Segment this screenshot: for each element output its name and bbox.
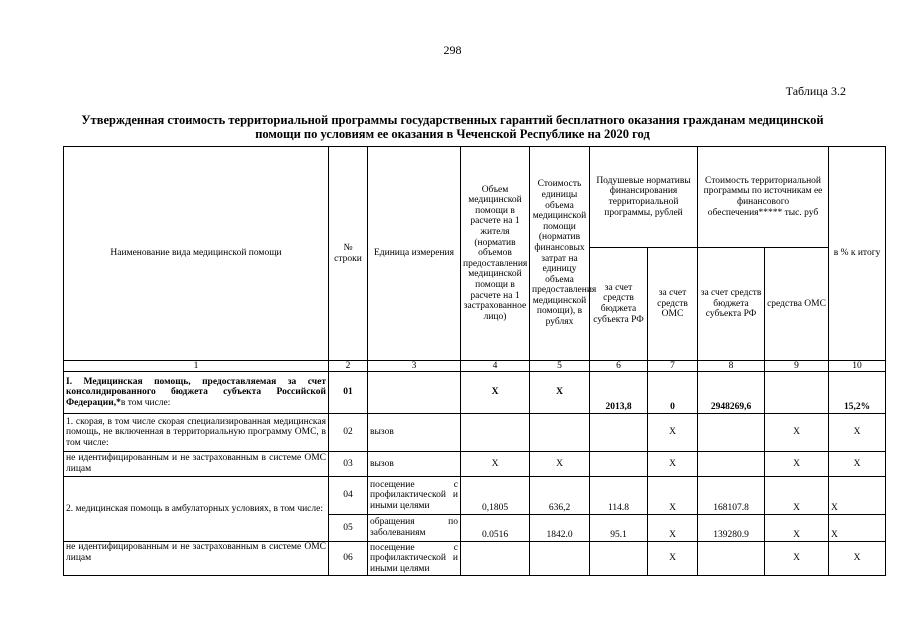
table-row xyxy=(64,372,886,414)
header-row-1 xyxy=(64,147,886,248)
row-cost-oms: X xyxy=(765,477,829,515)
row-pc-budget xyxy=(590,452,648,477)
header-percent: в % к итогу xyxy=(829,147,886,361)
row-pc-budget xyxy=(590,542,648,576)
header-cost-budget: за счет средств бюджета субъекта РФ xyxy=(698,248,765,361)
row-unit: вызов xyxy=(368,414,461,452)
table-row xyxy=(64,477,886,515)
header-name: Наименование вида медицинской помощи xyxy=(64,147,329,361)
header-unit-cost: Стоимость единицы объема медицинской помощи (норматив финансовых затрат на единицу объема предоставления медицинской помощи), в рублях xyxy=(530,147,590,361)
row-cost-budget xyxy=(698,542,765,576)
row-pc-oms: 0 xyxy=(648,372,698,414)
row-pc-budget: 95.1 xyxy=(590,515,648,542)
row-unit: обращения по заболеваниям xyxy=(368,515,461,542)
row-cost-budget xyxy=(698,414,765,452)
row-volume: 0,1805 xyxy=(461,477,530,515)
row-pc-oms: X xyxy=(648,542,698,576)
row-name: не идентифицированным и не застрахованным в системе ОМС лицам xyxy=(64,542,329,576)
header-row-number: № строки xyxy=(329,147,368,361)
row-pc-budget xyxy=(590,414,648,452)
header-per-capita: Подушевые нормативы финансирования территориальной программы, рублей xyxy=(590,147,698,248)
row-number: 04 xyxy=(329,477,368,515)
col-number: 5 xyxy=(530,361,590,372)
row-cost-oms: X xyxy=(765,542,829,576)
row-number: 06 xyxy=(329,542,368,576)
header-per-capita-budget: за счет средств бюджета субъекта РФ xyxy=(590,248,648,361)
row-cost-budget: 2948269,6 xyxy=(698,372,765,414)
row-unit: посещение с профилактической и иными целями xyxy=(368,542,461,576)
row-pc-budget: 2013,8 xyxy=(590,372,648,414)
col-number: 6 xyxy=(590,361,648,372)
document-title: Утвержденная стоимость территориальной программы государственных гарантий бесплатного оказания гражданам медицинской помощи по условиям ее оказания в Чеченской Республике на 2020 год xyxy=(81,113,824,141)
row-name-suffix: в том числе: xyxy=(120,397,171,408)
col-number: 2 xyxy=(329,361,368,372)
col-number: 9 xyxy=(765,361,829,372)
row-name: не идентифицированным и не застрахованным в системе ОМС лицам xyxy=(64,452,329,477)
row-cost-oms: X xyxy=(765,414,829,452)
row-name-cell xyxy=(64,372,329,414)
header-unit: Единица измерения xyxy=(368,147,461,361)
row-percent: X xyxy=(829,515,886,542)
cost-table xyxy=(63,146,886,576)
row-pc-oms: X xyxy=(648,515,698,542)
row-volume: X xyxy=(461,452,530,477)
row-name: 1. скорая, в том числе скорая специализированная медицинская помощь, не включенная в территориальную программу ОМС, в том числе: xyxy=(64,414,329,452)
row-percent: 15,2% xyxy=(829,372,886,414)
header-cost-oms: средства ОМС xyxy=(765,248,829,361)
row-cost-budget xyxy=(698,452,765,477)
row-percent: X xyxy=(829,452,886,477)
table-label: Таблица 3.2 xyxy=(785,84,846,98)
row-cost-budget: 139280.9 xyxy=(698,515,765,542)
row-pc-budget: 114.8 xyxy=(590,477,648,515)
row-unit: вызов xyxy=(368,452,461,477)
row-percent: X xyxy=(829,477,886,515)
col-number: 7 xyxy=(648,361,698,372)
row-unit: посещение с профилактической и иными целями xyxy=(368,477,461,515)
row-volume xyxy=(461,542,530,576)
row-percent: X xyxy=(829,542,886,576)
row-number: 05 xyxy=(329,515,368,542)
row-unit-cost xyxy=(530,542,590,576)
row-cost-oms: X xyxy=(765,452,829,477)
table-row xyxy=(64,542,886,576)
row-number: 03 xyxy=(329,452,368,477)
row-number: 01 xyxy=(329,372,368,414)
row-number: 02 xyxy=(329,414,368,452)
row-unit-cost xyxy=(530,414,590,452)
col-number: 10 xyxy=(829,361,886,372)
header-per-capita-oms: за счет средств ОМС xyxy=(648,248,698,361)
row-cost-oms: X xyxy=(765,515,829,542)
row-cost-budget: 168107.8 xyxy=(698,477,765,515)
row-pc-oms: X xyxy=(648,414,698,452)
row-volume xyxy=(461,414,530,452)
header-program-cost: Стоимость территориальной программы по источникам ее финансового обеспечения***** тыс. руб xyxy=(698,147,829,248)
col-number: 4 xyxy=(461,361,530,372)
col-number: 8 xyxy=(698,361,765,372)
table-row xyxy=(64,414,886,452)
header-volume: Объем медицинской помощи в расчете на 1 жителя (норматив объемов предоставления медицинской помощи в расчете на 1 застрахованное лицо) xyxy=(461,147,530,361)
row-unit-cost: X xyxy=(530,372,590,414)
row-pc-oms: X xyxy=(648,452,698,477)
row-unit-cost: X xyxy=(530,452,590,477)
row-name: 2. медицинская помощь в амбулаторных условиях, в том числе: xyxy=(64,477,329,542)
row-name: I. Медицинская помощь, предоставляемая за счет консолидированного бюджета субъекта Российской Федерации,* xyxy=(66,376,326,408)
table-row xyxy=(64,452,886,477)
page-number: 298 xyxy=(443,43,462,57)
row-volume: X xyxy=(461,372,530,414)
row-unit-cost: 1842.0 xyxy=(530,515,590,542)
col-number: 1 xyxy=(64,361,329,372)
row-unit-cost: 636,2 xyxy=(530,477,590,515)
row-pc-oms: X xyxy=(648,477,698,515)
row-volume: 0.0516 xyxy=(461,515,530,542)
col-number: 3 xyxy=(368,361,461,372)
row-unit xyxy=(368,372,461,414)
row-cost-oms xyxy=(765,372,829,414)
row-percent: X xyxy=(829,414,886,452)
column-number-row xyxy=(64,361,886,372)
